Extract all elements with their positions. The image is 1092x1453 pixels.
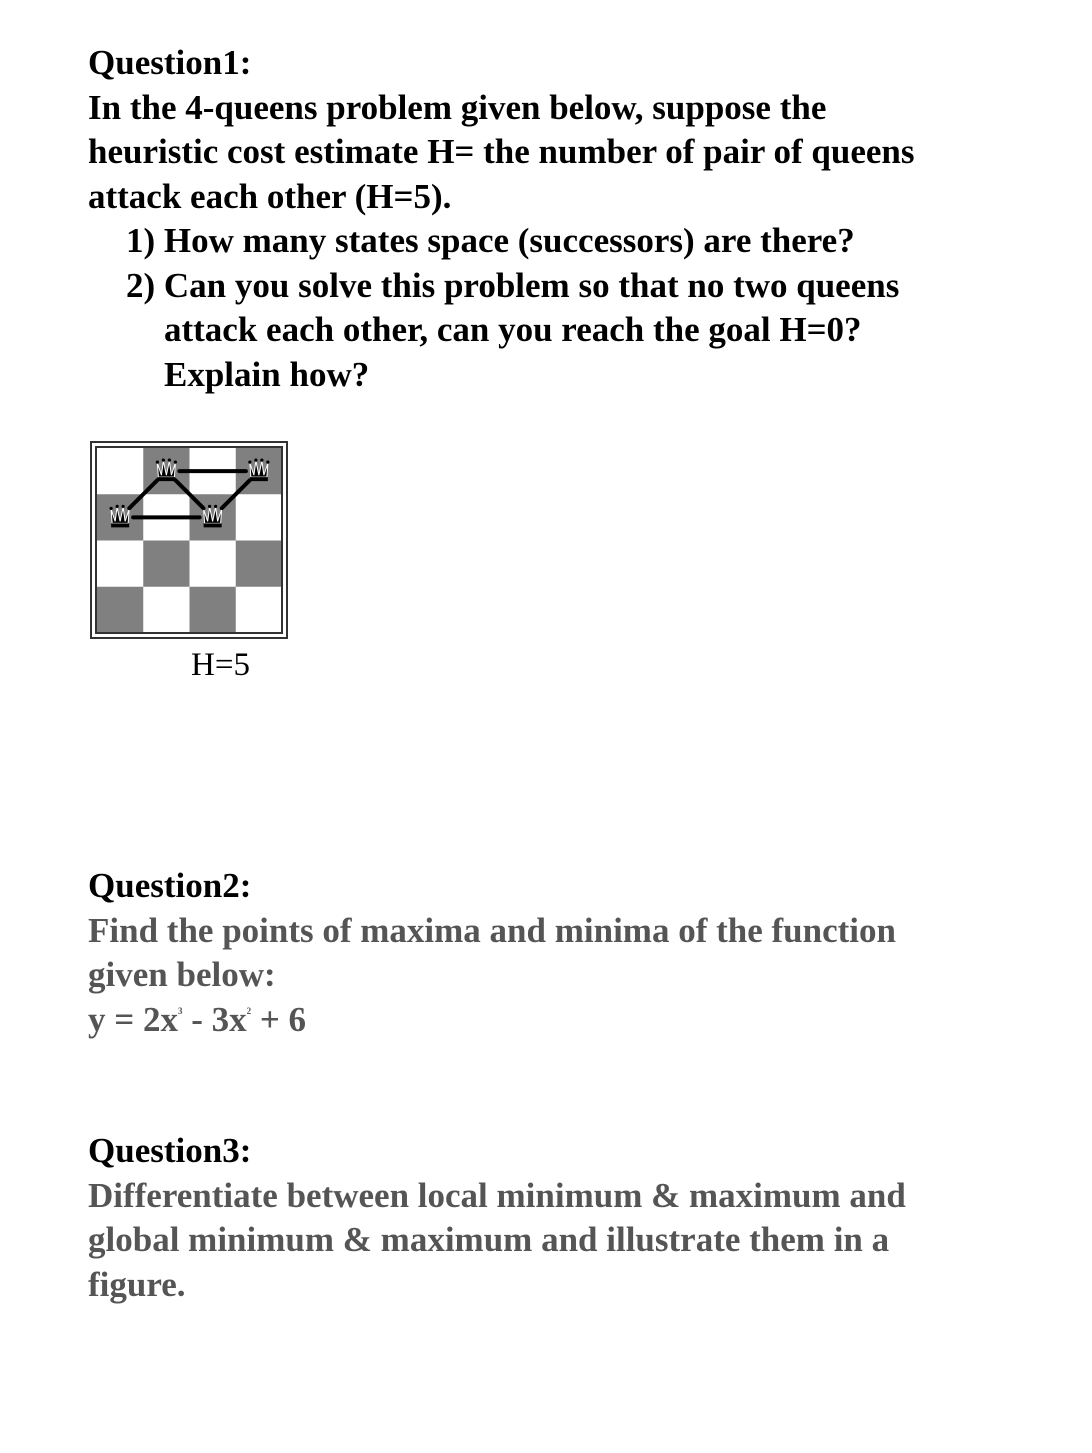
question3-block	[88, 1129, 906, 1307]
equation-part: - 3x	[182, 999, 247, 1039]
question3-text-line: Differentiate between local minimum & maximum and	[88, 1175, 906, 1215]
question1-item-2-cont: attack each other, can you reach the goal H=0?	[164, 310, 862, 349]
board-square	[97, 541, 144, 588]
queens-board	[90, 441, 288, 639]
question1-text-line: In the 4-queens problem given below, suppose the	[88, 87, 827, 127]
equation-part: y = 2x	[88, 999, 178, 1039]
question3-text-line: global minimum & maximum and illustrate them in a	[88, 1220, 890, 1259]
board-square	[97, 448, 144, 495]
board-square	[190, 587, 237, 634]
question1-block	[88, 41, 915, 397]
question3-text-line: figure.	[88, 1264, 186, 1304]
equation-exponent: 3	[177, 1005, 183, 1016]
question2-block	[88, 864, 896, 1042]
board-square	[143, 587, 190, 634]
question1-text-line: attack each other (H=5).	[88, 176, 452, 216]
board-square	[143, 541, 190, 588]
equation-exponent: 2	[246, 1005, 252, 1016]
board-square	[190, 541, 237, 588]
equation-part: + 6	[251, 999, 307, 1039]
question2-equation	[88, 998, 896, 1043]
question1-item-2: 2) Can you solve this problem so that no two queens	[126, 265, 900, 305]
queens-board-figure	[90, 441, 288, 639]
question1-title: Question1:	[88, 43, 252, 82]
board-caption: H=5	[191, 647, 250, 683]
question3-title: Question3:	[88, 1131, 252, 1170]
question2-text-line: Find the points of maxima and minima of the function	[88, 910, 896, 950]
board-square	[236, 541, 283, 588]
question1-item-2-cont: Explain how?	[164, 354, 370, 394]
board-square	[97, 587, 144, 634]
board-square	[236, 494, 283, 541]
question2-title: Question2:	[88, 866, 252, 905]
board-square	[236, 587, 283, 634]
question2-text-line: given below:	[88, 955, 276, 994]
question1-text-line: heuristic cost estimate H= the number of pair of queens	[88, 132, 915, 171]
question1-item-1: 1) How many states space (successors) are there?	[126, 221, 855, 260]
